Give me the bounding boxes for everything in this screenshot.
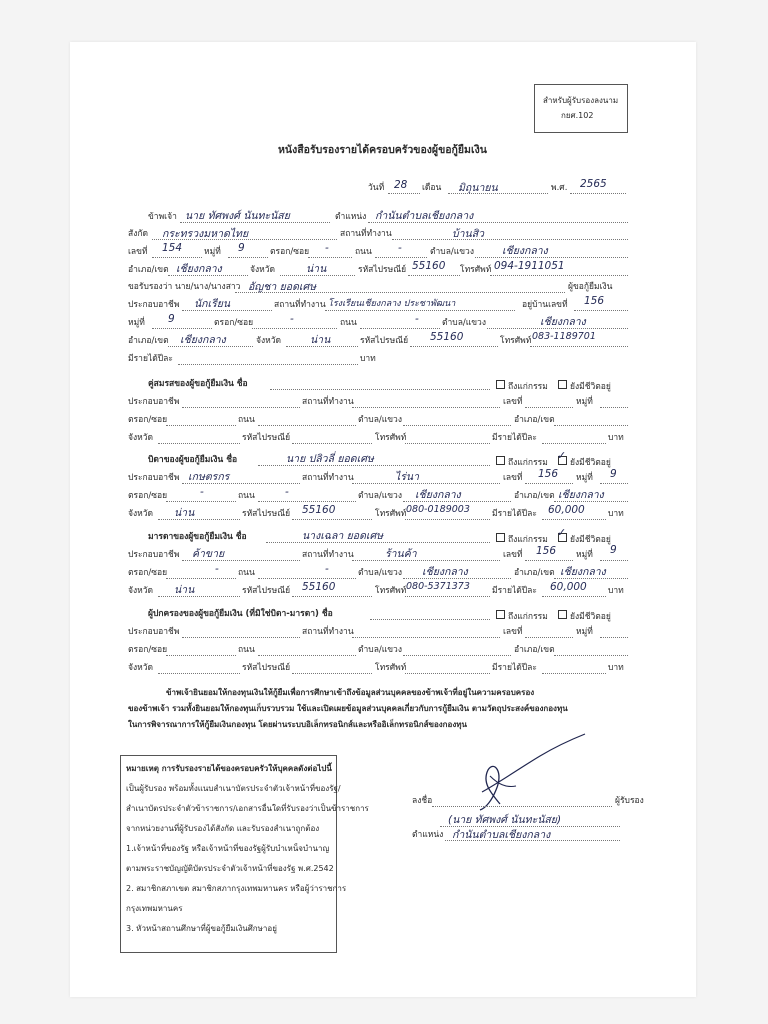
- guardian-province-label: จังหวัด: [128, 663, 154, 673]
- certifier-moo-label: หมู่ที่: [204, 247, 221, 257]
- certifier-province-label: จังหวัด: [250, 265, 276, 275]
- guardian-income-label: มีรายได้ปีละ: [492, 663, 537, 673]
- guardian-postcode-label: รหัสไปรษณีย์: [242, 663, 291, 673]
- mother-district-label: อำเภอ/เขต: [514, 568, 555, 578]
- applicant-soi: -: [290, 313, 294, 325]
- mother-subdistrict: เชียงกลาง: [422, 566, 468, 578]
- father-soi: -: [200, 486, 204, 498]
- father-postcode: 55160: [302, 504, 336, 516]
- certifier-subdistrict-label: ตำบล/แขวง: [430, 247, 474, 257]
- certifier-soi: -: [325, 242, 329, 254]
- father-no-label: เลขที่: [503, 473, 523, 483]
- spouse-road-label: ถนน: [238, 415, 255, 425]
- spouse-moo-label: หมู่ที่: [576, 397, 593, 407]
- father-deceased-label: ถึงแก่กรรม: [508, 458, 548, 468]
- note-line-7: 2. สมาชิกสภาเขต สมาชิกสภากรุงเทพมหานคร หรือผู้ว่าราชการ: [126, 884, 347, 893]
- certifier-postcode-label: รหัสไปรษณีย์: [358, 265, 407, 275]
- mother-province-label: จังหวัด: [128, 586, 154, 596]
- father-district: เชียงกลาง: [558, 489, 604, 501]
- guardian-road-label: ถนน: [238, 645, 255, 655]
- guardian-occupation-label: ประกอบอาชีพ: [128, 627, 180, 637]
- certifier-position: กำนันตำบลเชียงกลาง: [375, 210, 474, 222]
- mother-soi: -: [215, 563, 219, 575]
- mother-no-label: เลขที่: [503, 550, 523, 560]
- applicant-district: เชียงกลาง: [180, 334, 226, 346]
- certifier-org-label: สังกัด: [128, 229, 149, 239]
- note-line-6: ตามพระราชบัญญัติบัตรประจำตัวเจ้าหน้าที่ของรัฐ พ.ศ.2542: [126, 864, 334, 873]
- consent-line-3: ในการพิจารณาการให้กู้ยืมเงินกองทุน โดยผ่านระบบอิเล็กทรอนิกส์และหรืออิเล็กทรอนิกส์ของกองทุน: [128, 720, 467, 729]
- mother-occupation-label: ประกอบอาชีพ: [128, 550, 180, 560]
- father-alive-checkmark: ✓: [557, 449, 567, 462]
- mother-workplace-label: สถานที่ทำงาน: [302, 550, 354, 560]
- mother-road: -: [325, 563, 329, 575]
- father-district-label: อำเภอ/เขต: [514, 491, 555, 501]
- spouse-phone-label: โทรศัพท์: [375, 433, 407, 443]
- certifier-district: เชียงกลาง: [176, 263, 222, 275]
- father-no: 156: [538, 468, 559, 480]
- note-line-4: จากหน่วยงานที่ผู้รับรองได้สังกัด และรับรองสำเนาถูกต้อง: [126, 824, 320, 833]
- certifier-no-label: เลขที่: [128, 247, 148, 257]
- form-sheet: [70, 42, 696, 997]
- applicant-road-label: ถนน: [340, 318, 357, 328]
- father-occupation: เกษตรกร: [188, 471, 230, 483]
- father-soi-label: ตรอก/ซอย: [128, 491, 168, 501]
- father-income-label: มีรายได้ปีละ: [492, 509, 537, 519]
- guardian-district-label: อำเภอ/เขต: [514, 645, 555, 655]
- applicant-province: น่าน: [310, 334, 331, 346]
- mother-phone: 080-5371373: [406, 581, 470, 592]
- spouse-soi-label: ตรอก/ซอย: [128, 415, 168, 425]
- form-code-box: [534, 84, 628, 133]
- mother-moo: 9: [610, 544, 617, 556]
- date-day: 28: [394, 179, 408, 191]
- mother-phone-label: โทรศัพท์: [375, 586, 407, 596]
- note-line-9: 3. หัวหน้าสถานศึกษาที่ผู้ขอกู้ยืมเงินศึกษาอยู่: [126, 924, 277, 933]
- mother-road-label: ถนน: [238, 568, 255, 578]
- applicant-road: -: [415, 313, 419, 325]
- handwritten-signature: [460, 732, 590, 812]
- spouse-workplace-label: สถานที่ทำงาน: [302, 397, 354, 407]
- father-alive-label: ยังมีชีวิตอยู่: [570, 458, 611, 468]
- date-year: 2565: [580, 178, 607, 190]
- spouse-deceased-label: ถึงแก่กรรม: [508, 382, 548, 392]
- date-year-label: พ.ศ.: [551, 183, 568, 193]
- father-workplace-label: สถานที่ทำงาน: [302, 473, 354, 483]
- certifier-workplace: บ้านสิว: [452, 228, 485, 240]
- mother-income-label: มีรายได้ปีละ: [492, 586, 537, 596]
- certifier-district-label: อำเภอ/เขต: [128, 265, 169, 275]
- father-moo: 9: [610, 468, 617, 480]
- father-phone-label: โทรศัพท์: [375, 509, 407, 519]
- guardian-no-label: เลขที่: [503, 627, 523, 637]
- guardian-workplace-label: สถานที่ทำงาน: [302, 627, 354, 637]
- mother-postcode-label: รหัสไปรษณีย์: [242, 586, 291, 596]
- applicant-subdistrict-label: ตำบล/แขวง: [442, 318, 486, 328]
- spouse-heading: คู่สมรสของผู้ขอกู้ยืมเงิน ชื่อ: [148, 379, 248, 389]
- spouse-alive-label: ยังมีชีวิตอยู่: [570, 382, 611, 392]
- guardian-baht-label: บาท: [608, 663, 624, 673]
- guardian-subdistrict-label: ตำบล/แขวง: [358, 645, 402, 655]
- father-occupation-label: ประกอบอาชีพ: [128, 473, 180, 483]
- father-province-label: จังหวัด: [128, 509, 154, 519]
- certifier-i-label: ข้าพเจ้า: [148, 212, 177, 222]
- mother-alive-checkmark: ✓: [557, 526, 567, 539]
- consent-line-1: ข้าพเจ้ายินยอมให้กองทุนเงินให้กู้ยืมเพื่อการศึกษาเข้าถึงข้อมูลส่วนบุคคลของข้าพเจ้าที่อยู่ในความครอบครอง: [166, 688, 535, 697]
- mother-alive-label: ยังมีชีวิตอยู่: [570, 535, 611, 545]
- spouse-postcode-label: รหัสไปรษณีย์: [242, 433, 291, 443]
- badge-line1: สำหรับผู้รับรองลงนาม: [543, 96, 619, 105]
- applicant-certify-label: ขอรับรองว่า นาย/นาง/นางสาว: [128, 282, 241, 292]
- father-heading: บิดาของผู้ขอกู้ยืมเงิน ชื่อ: [148, 455, 238, 465]
- spouse-income-label: มีรายได้ปีละ: [492, 433, 537, 443]
- mother-postcode: 55160: [302, 581, 336, 593]
- father-phone: 080-0189003: [406, 504, 470, 515]
- guardian-moo-label: หมู่ที่: [576, 627, 593, 637]
- applicant-income-label: มีรายได้ปีละ: [128, 354, 173, 364]
- applicant-phone-label: โทรศัพท์: [500, 336, 532, 346]
- applicant-workplace: โรงเรียนเชียงกลาง ประชาพัฒนา: [328, 299, 456, 309]
- mother-name: นางเฉลา ยอดเศษ: [302, 530, 384, 542]
- guardian-deceased-label: ถึงแก่กรรม: [508, 612, 548, 622]
- signer-position: กำนันตำบลเชียงกลาง: [452, 829, 551, 841]
- mother-moo-label: หมู่ที่: [576, 550, 593, 560]
- father-subdistrict: เชียงกลาง: [415, 489, 461, 501]
- spouse-baht-label: บาท: [608, 433, 624, 443]
- father-road-label: ถนน: [238, 491, 255, 501]
- mother-deceased-label: ถึงแก่กรรม: [508, 535, 548, 545]
- date-month-label: เดือน: [422, 183, 442, 193]
- father-name: นาย ปลิวลี่ ยอดเศษ: [286, 453, 374, 465]
- applicant-house-no: 156: [584, 295, 605, 307]
- guardian-soi-label: ตรอก/ซอย: [128, 645, 168, 655]
- applicant-baht-label: บาท: [360, 354, 376, 364]
- mother-heading: มารดาของผู้ขอกู้ยืมเงิน ชื่อ: [148, 532, 247, 542]
- father-postcode-label: รหัสไปรษณีย์: [242, 509, 291, 519]
- mother-province: น่าน: [174, 584, 195, 596]
- note-line-1: หมายเหตุ การรับรองรายได้ของครอบครัวให้บุคคลดังต่อไปนี้: [126, 764, 332, 773]
- father-moo-label: หมู่ที่: [576, 473, 593, 483]
- applicant-district-label: อำเภอ/เขต: [128, 336, 169, 346]
- certifier-moo: 9: [238, 242, 245, 254]
- applicant-role-label: ผู้ขอกู้ยืมเงิน: [568, 282, 613, 292]
- certifier-postcode: 55160: [412, 260, 446, 272]
- date-day-label: วันที่: [368, 183, 385, 193]
- certifier-no: 154: [162, 242, 183, 254]
- guardian-heading: ผู้ปกครองของผู้ขอกู้ยืมเงิน (ที่มิใช่บิดา-มารดา) ชื่อ: [148, 609, 333, 619]
- mother-subdistrict-label: ตำบล/แขวง: [358, 568, 402, 578]
- applicant-name: อัญชา ยอดเศษ: [248, 281, 317, 293]
- signer-printed-name: (นาย ทัศพงศ์ นันทะนัสย): [448, 814, 562, 826]
- applicant-phone: 083-1189701: [532, 331, 596, 342]
- spouse-district-label: อำเภอ/เขต: [514, 415, 555, 425]
- note-box: [120, 755, 369, 953]
- father-baht-label: บาท: [608, 509, 624, 519]
- father-province: น่าน: [174, 507, 195, 519]
- certifier-soi-label: ตรอก/ซอย: [270, 247, 310, 257]
- father-road: -: [285, 486, 289, 498]
- note-line-2: เป็นผู้รับรอง พร้อมทั้งแนบสำเนาบัตรประจำตัวเจ้าหน้าที่ของรัฐ/: [126, 784, 341, 793]
- spouse-alive-checkbox[interactable]: [558, 380, 567, 389]
- certifier-position-label: ตำแหน่ง: [335, 212, 367, 222]
- mother-income: 60,000: [550, 581, 587, 593]
- certifier-name: นาย ทัศพงศ์ นันทะนัสย: [185, 210, 290, 222]
- applicant-postcode-label: รหัสไปรษณีย์: [360, 336, 409, 346]
- applicant-province-label: จังหวัด: [256, 336, 282, 346]
- guardian-phone-label: โทรศัพท์: [375, 663, 407, 673]
- mother-soi-label: ตรอก/ซอย: [128, 568, 168, 578]
- note-line-8: กรุงเทพมหานคร: [126, 904, 183, 913]
- father-subdistrict-label: ตำบล/แขวง: [358, 491, 402, 501]
- mother-workplace: ร้านค้า: [385, 548, 417, 560]
- certifier-province: น่าน: [306, 263, 327, 275]
- note-line-5: 1.เจ้าหน้าที่ของรัฐ หรือเจ้าหน้าที่ของรัฐผู้รับบำเหน็จบำนาญ: [126, 844, 330, 853]
- applicant-occupation-label: ประกอบอาชีพ: [128, 300, 180, 310]
- spouse-subdistrict-label: ตำบล/แขวง: [358, 415, 402, 425]
- father-income: 60,000: [548, 504, 585, 516]
- applicant-house-no-label: อยู่บ้านเลขที่: [522, 300, 568, 310]
- mother-baht-label: บาท: [608, 586, 624, 596]
- certifier-subdistrict: เชียงกลาง: [502, 245, 548, 257]
- applicant-workplace-label: สถานที่ทำงาน: [274, 300, 326, 310]
- certifier-role-label: ผู้รับรอง: [615, 796, 644, 806]
- form-title: หนังสือรับรองรายได้ครอบครัวของผู้ขอกู้ยืมเงิน: [278, 144, 487, 156]
- spouse-deceased-checkbox[interactable]: [496, 380, 505, 389]
- certifier-road: -: [398, 242, 402, 254]
- certifier-phone: 094-1911051: [494, 260, 565, 272]
- mother-deceased-checkbox[interactable]: [496, 533, 505, 542]
- applicant-occupation: นักเรียน: [194, 298, 231, 310]
- spouse-province-label: จังหวัด: [128, 433, 154, 443]
- guardian-alive-checkbox[interactable]: [558, 610, 567, 619]
- applicant-subdistrict: เชียงกลาง: [540, 316, 586, 328]
- sign-label: ลงชื่อ: [412, 796, 433, 806]
- father-deceased-checkbox[interactable]: [496, 456, 505, 465]
- spouse-occupation-label: ประกอบอาชีพ: [128, 397, 180, 407]
- applicant-moo-label: หมู่ที่: [128, 318, 145, 328]
- certifier-phone-label: โทรศัพท์: [460, 265, 492, 275]
- date-month: มิถุนายน: [458, 182, 498, 194]
- applicant-soi-label: ตรอก/ซอย: [214, 318, 254, 328]
- certifier-workplace-label: สถานที่ทำงาน: [340, 229, 392, 239]
- spouse-no-label: เลขที่: [503, 397, 523, 407]
- guardian-alive-label: ยังมีชีวิตอยู่: [570, 612, 611, 622]
- sign-position-label: ตำแหน่ง: [412, 830, 444, 840]
- certifier-road-label: ถนน: [355, 247, 372, 257]
- applicant-postcode: 55160: [430, 331, 464, 343]
- guardian-deceased-checkbox[interactable]: [496, 610, 505, 619]
- mother-occupation: ค้าขาย: [192, 548, 225, 560]
- mother-no: 156: [536, 545, 557, 557]
- note-line-3: สำเนาบัตรประจำตัวข้าราชการ/เอกสารอื่นใดที่รับรองว่าเป็นข้าราชการ: [126, 804, 369, 813]
- consent-line-2: ของข้าพเจ้า รวมทั้งยินยอมให้กองทุนเก็บรวบรวม ใช้และเปิดเผยข้อมูลส่วนบุคคลเกี่ยวกับการกู้ยืมเงิน ตามวัตถุประสงค์ของกองทุน: [128, 704, 568, 713]
- applicant-moo: 9: [168, 313, 175, 325]
- mother-district: เชียงกลาง: [560, 566, 606, 578]
- certifier-org: กระทรวงมหาดไทย: [162, 228, 249, 240]
- father-workplace: ไร่นา: [395, 471, 419, 483]
- badge-line2: กยศ.102: [561, 111, 594, 120]
